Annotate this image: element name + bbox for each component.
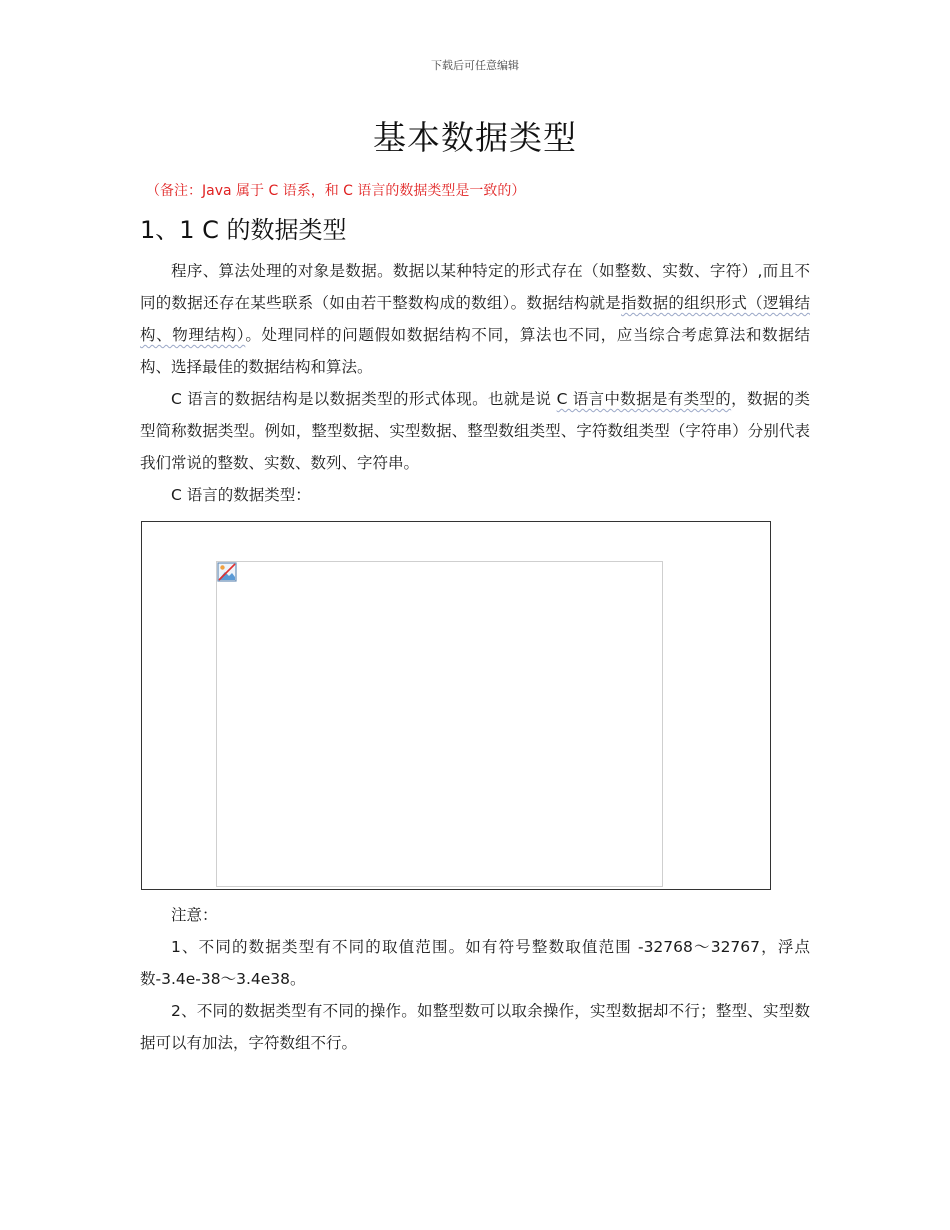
paragraph-text: 。处理同样的问题假如数据结构不同，算法也不同，应当综合考虑算法和数据结构、选择最佳的数据结构和算法。 — [140, 326, 810, 376]
spellcheck-underlined-text: C 语言中数据是有类型的 — [556, 390, 732, 408]
paragraph-text: 2、不同的数据类型有不同的操作。如整型数可以取余操作，实型数据却不行；整型、实型数据可以有加法，字符数组不行。 — [140, 1002, 810, 1052]
paragraph-text: ，数据的类型简称数据类型。例如，整型数据、实型数据、整型数组类型、字符数组类型（字符串）分别代表我们常说的整数、实数、数列、字符串。 — [140, 390, 810, 472]
note-label — [140, 899, 810, 931]
paragraph-text: C 语言的数据类型： — [171, 486, 311, 504]
image-placeholder — [216, 561, 663, 887]
paragraph-data-structure — [140, 383, 810, 479]
note-item-1 — [140, 931, 810, 995]
section-heading: 1、1 C 的数据类型 — [140, 216, 347, 244]
broken-image-icon — [217, 562, 237, 582]
paragraph-text: 注意： — [171, 906, 218, 924]
remark-note: （备注：Java 属于 C 语系，和 C 语言的数据类型是一致的） — [146, 183, 526, 199]
document-title: 基本数据类型 — [373, 118, 577, 157]
paragraph-data-types-label — [140, 479, 810, 511]
paragraph-text: C 语言的数据结构是以数据类型的形式体现。也就是说 — [171, 390, 557, 408]
paragraph-text: 1、不同的数据类型有不同的取值范围。如有符号整数取值范围 -32768～32767，浮点数-3.4e-38～3.4e38。 — [140, 938, 810, 988]
spellcheck-underlined-text: 指数据的组织形式（逻辑结构、物理结构） — [140, 294, 810, 344]
paragraph-data-intro — [140, 255, 810, 383]
paragraph-text: 程序、算法处理的对象是数据。数据以某种特定的形式存在（如整数、实数、字符）,而且不同的数据还存在某些联系（如由若干整数构成的数组）。数据结构就是 — [140, 262, 810, 312]
header-note: 下载后可任意编辑 — [431, 59, 519, 72]
figure-frame — [141, 521, 771, 890]
note-item-2 — [140, 995, 810, 1059]
